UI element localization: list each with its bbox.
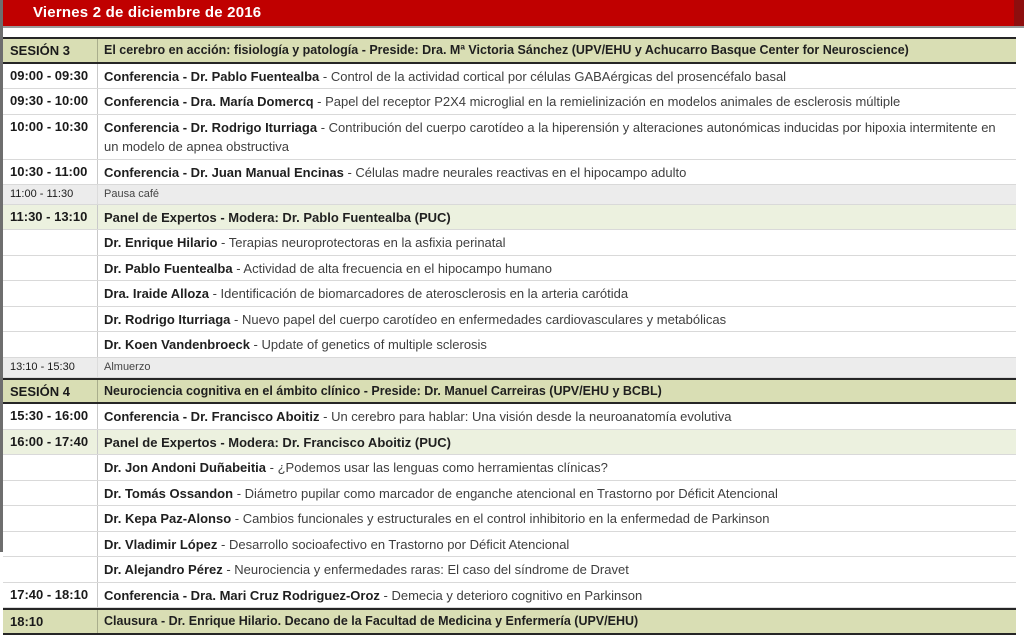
entry-description: - Neurociencia y enfermedades raras: El caso del síndrome de Dravet [222, 562, 629, 578]
entry-title: Conferencia - Dr. Pablo Fuentealba [104, 68, 320, 84]
entry-title: Panel de Expertos - Modera: Dr. Pablo Fuentealba (PUC) [104, 209, 451, 225]
entry-description: - Terapias neuroprotectoras en la asfixia perinatal [217, 235, 506, 251]
content-cell [98, 430, 1016, 455]
entry-title: Dr. Koen Vandenbroeck [104, 337, 250, 353]
entry-title: Conferencia - Dra. Mari Cruz Rodriguez-Oroz [104, 587, 380, 603]
content-cell [98, 380, 1016, 403]
time-cell [3, 506, 98, 531]
content-cell [98, 404, 1016, 429]
time-cell [3, 455, 98, 480]
session-header-row [3, 378, 1016, 405]
time-cell: 13:10 - 15:30 [3, 358, 98, 377]
time-cell: 09:00 - 09:30 [3, 64, 98, 89]
entry-description: - Células madre neurales reactivas en el hipocampo adulto [343, 164, 687, 180]
panel-talk-row [3, 506, 1016, 532]
break-row [3, 185, 1016, 205]
content-cell [98, 281, 1016, 306]
entry-description: Pausa café [104, 188, 160, 201]
entry-title: Dr. Alejandro Pérez [104, 562, 223, 578]
time-cell: 17:40 - 18:10 [3, 583, 98, 608]
content-cell [98, 230, 1016, 255]
content-cell [98, 610, 1016, 633]
entry-description: - Contribución del cuerpo carotídeo a la hiperensión y alteraciones autonómicas inducidas por hipoxia intermitente en un modelo de apnea obstructiva [104, 119, 996, 155]
panel-talk-row [3, 481, 1016, 507]
date-banner-edge [1014, 0, 1024, 26]
time-cell [3, 481, 98, 506]
entry-description: - Update of genetics of multiple sclerosis [249, 337, 487, 353]
entry-title: Dra. Iraide Alloza [104, 286, 209, 302]
entry-title: Conferencia - Dr. Rodrigo Iturriaga [104, 119, 318, 135]
panel-talk-row [3, 281, 1016, 307]
panel-talk-row [3, 455, 1016, 481]
entry-title: Dr. Kepa Paz-Alonso [104, 511, 232, 527]
entry-title: Conferencia - Dra. María Domercq [104, 94, 314, 110]
entry-title: Conferencia - Dr. Francisco Aboitiz [104, 409, 320, 425]
entry-description: - Demecia y deterioro cognitivo en Parkinson [379, 587, 643, 603]
time-cell: 09:30 - 10:00 [3, 89, 98, 114]
entry-title: Dr. Jon Andoni Duñabeitia [104, 460, 267, 476]
time-cell: 16:00 - 17:40 [3, 430, 98, 455]
time-cell: SESIÓN 3 [3, 39, 98, 62]
talk-row [3, 583, 1016, 609]
date-banner-text: Viernes 2 de diciembre de 2016 [33, 4, 262, 21]
content-cell [98, 205, 1016, 230]
schedule-rows [3, 37, 1016, 635]
content-cell [98, 583, 1016, 608]
content-cell [98, 332, 1016, 357]
break-row [3, 358, 1016, 378]
content-cell [98, 115, 1016, 159]
entry-description: - ¿Podemos usar las lenguas como herramientas clínicas? [266, 460, 608, 476]
panel-talk-row [3, 332, 1016, 358]
talk-row [3, 64, 1016, 90]
panel-header-row [3, 205, 1016, 231]
time-cell [3, 557, 98, 582]
time-cell [3, 307, 98, 332]
entry-description: - Papel del receptor P2X4 microglial en la remielinización en modelos animales de esclerosis múltiple [313, 94, 901, 110]
time-cell [3, 230, 98, 255]
time-cell: 11:30 - 13:10 [3, 205, 98, 230]
time-cell [3, 256, 98, 281]
date-banner [3, 0, 1024, 28]
content-cell [98, 455, 1016, 480]
spacer-row [3, 28, 1024, 37]
entry-title: El cerebro en acción: fisiología y patología - Preside: Dra. Mª Victoria Sánchez (UPV/EHU y Achucarro Basque Center for Neuroscience) [104, 43, 909, 57]
entry-description: - Control de la actividad cortical por células GABAérgicas del prosencéfalo basal [319, 68, 787, 84]
time-cell [3, 281, 98, 306]
time-cell [3, 332, 98, 357]
content-cell [98, 256, 1016, 281]
entry-description: Almuerzo [104, 360, 151, 373]
time-cell: 11:00 - 11:30 [3, 185, 98, 204]
entry-title: Dr. Rodrigo Iturriaga [104, 311, 231, 327]
time-cell [3, 532, 98, 557]
entry-title: Dr. Vladimir López [104, 536, 218, 552]
content-cell [98, 506, 1016, 531]
entry-title: Neurociencia cognitiva en el ámbito clínico - Preside: Dr. Manuel Carreiras (UPV/EHU y BCBL) [104, 383, 662, 398]
time-cell: 10:30 - 11:00 [3, 160, 98, 185]
content-cell [98, 160, 1016, 185]
panel-talk-row [3, 307, 1016, 333]
time-cell: SESIÓN 4 [3, 380, 98, 403]
entry-description: - Diámetro pupilar como marcador de enganche atencional en Trastorno por Déficit Atencional [233, 485, 778, 501]
entry-title: Panel de Expertos - Modera: Dr. Francisco Aboitiz (PUC) [104, 434, 451, 450]
time-cell: 18:10 [3, 610, 98, 633]
content-cell [98, 307, 1016, 332]
content-cell [98, 185, 1016, 204]
entry-description: - Desarrollo socioafectivo en Trastorno por Déficit Atencional [217, 536, 570, 552]
entry-description: - Nuevo papel del cuerpo carotídeo en enfermedades cardiovasculares y metabólicas [230, 311, 727, 327]
panel-talk-row [3, 256, 1016, 282]
talk-row [3, 404, 1016, 430]
content-cell [98, 557, 1016, 582]
entry-description: - Un cerebro para hablar: Una visión desde la neuroanatomía evolutiva [319, 409, 732, 425]
entry-title: Dr. Pablo Fuentealba [104, 260, 233, 276]
content-cell [98, 64, 1016, 89]
panel-talk-row [3, 557, 1016, 583]
entry-title: Clausura - Dr. Enrique Hilario. Decano de la Facultad de Medicina y Enfermería (UPV/EHU) [104, 614, 639, 629]
time-cell: 10:00 - 10:30 [3, 115, 98, 159]
panel-talk-row [3, 230, 1016, 256]
content-cell [98, 532, 1016, 557]
entry-description: - Cambios funcionales y estructurales en el control inhibitorio en la enfermedad de Parkinson [231, 511, 770, 527]
content-cell [98, 358, 1016, 377]
content-cell [98, 39, 1016, 62]
entry-description: - Identificación de biomarcadores de aterosclerosis en la arteria carótida [209, 286, 629, 302]
entry-title: Dr. Enrique Hilario [104, 235, 218, 251]
content-cell [98, 481, 1016, 506]
talk-row [3, 89, 1016, 115]
talk-row [3, 160, 1016, 186]
entry-title: Dr. Tomás Ossandon [104, 485, 234, 501]
session-header-row [3, 37, 1016, 64]
time-cell: 15:30 - 16:00 [3, 404, 98, 429]
talk-row [3, 115, 1016, 160]
panel-talk-row [3, 532, 1016, 558]
panel-header-row [3, 430, 1016, 456]
content-cell [98, 89, 1016, 114]
entry-description: - Actividad de alta frecuencia en el hipocampo humano [232, 260, 553, 276]
closing-row [3, 608, 1016, 635]
entry-title: Conferencia - Dr. Juan Manual Encinas [104, 164, 344, 180]
